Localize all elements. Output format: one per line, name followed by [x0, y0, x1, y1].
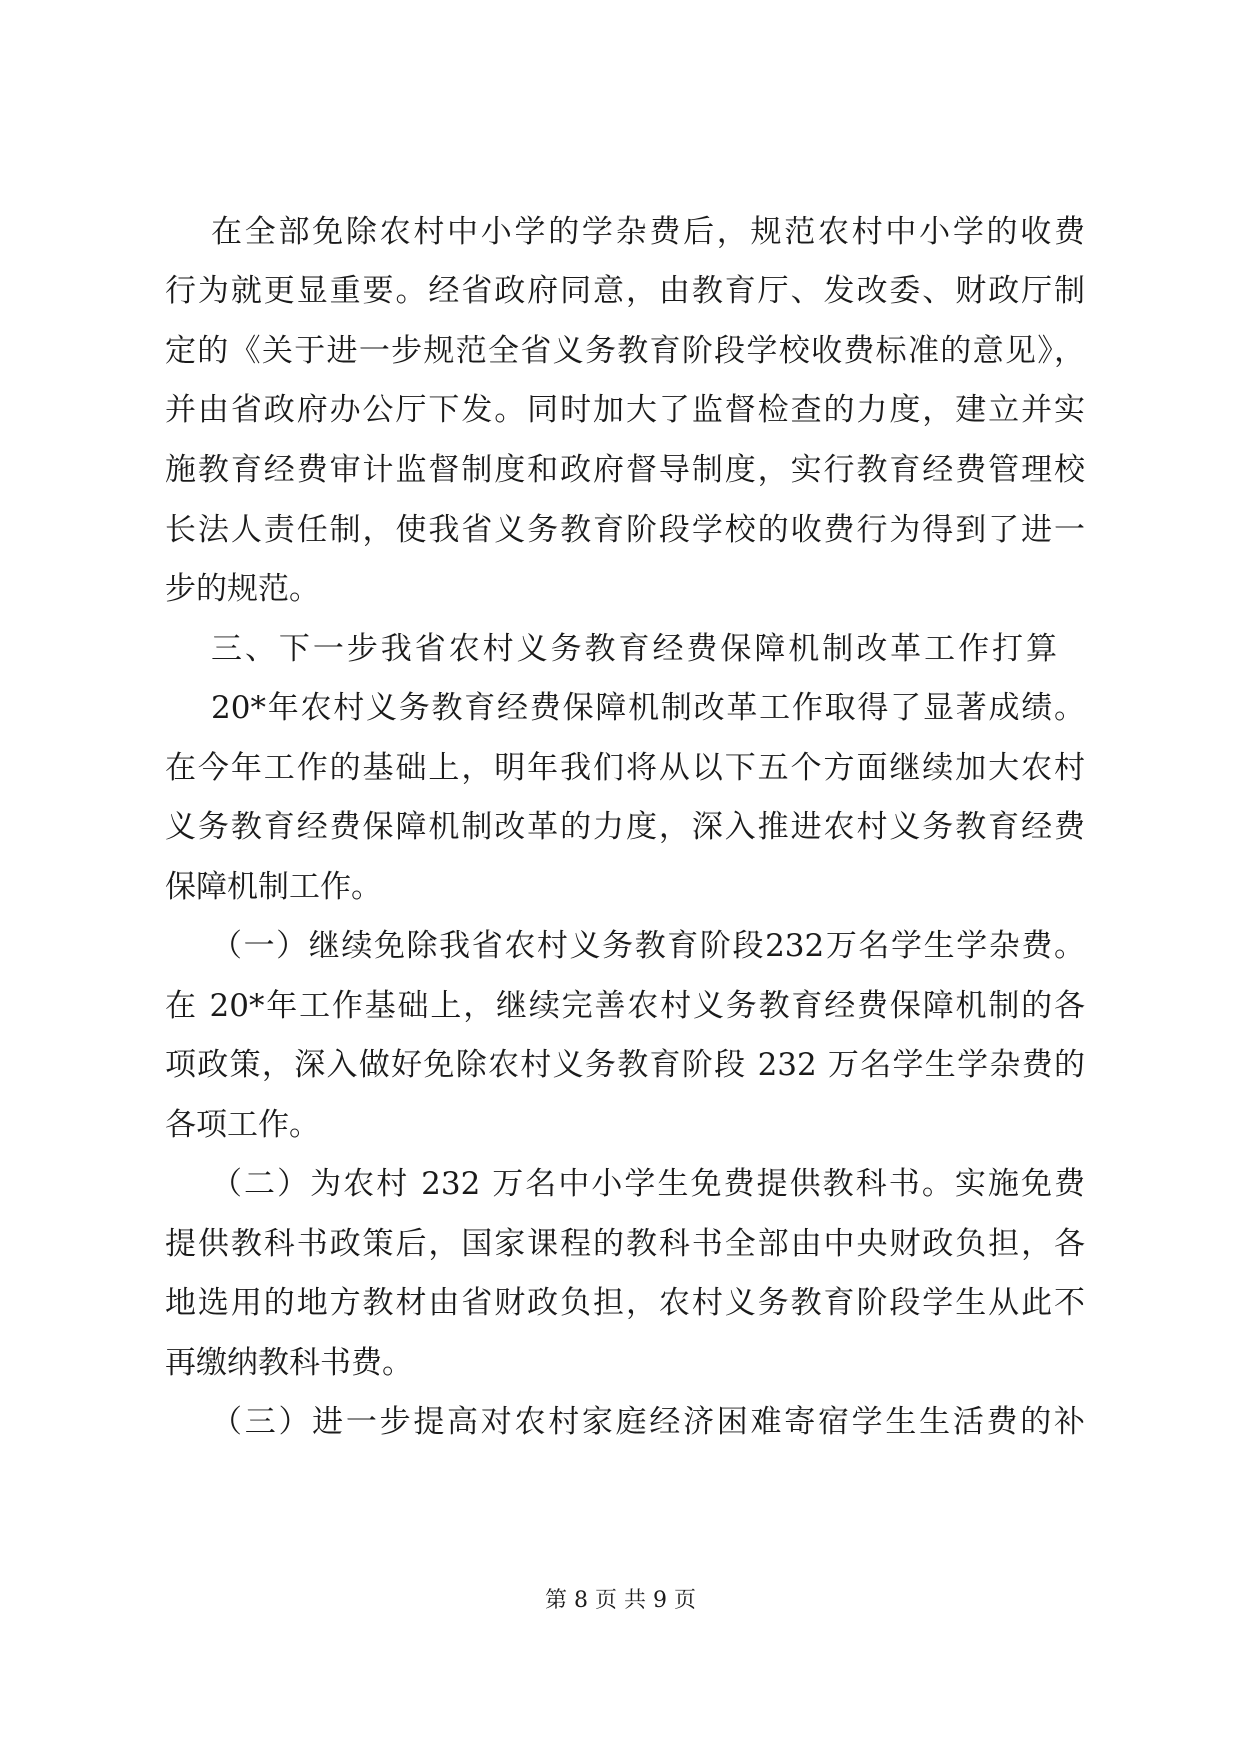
text-line: 定的《关于进一步规范全省义务教育阶段学校收费标准的意见》，	[165, 333, 1085, 369]
text-line: 项政策，深入做好免除农村义务教育阶段 232 万名学生学杂费的	[165, 1047, 1085, 1083]
text-line: 施教育经费审计监督制度和政府督导制度，实行教育经费管理校	[165, 452, 1085, 488]
text-line: 在全部免除农村中小学的学杂费后，规范农村中小学的收费	[211, 214, 1085, 250]
text-line: 提供教科书政策后，国家课程的教科书全部由中央财政负担，各	[165, 1226, 1085, 1262]
text-line: 在今年工作的基础上，明年我们将从以下五个方面继续加大农村	[165, 750, 1085, 786]
section-heading: 三、下一步我省农村义务教育经费保障机制改革工作打算	[211, 631, 1057, 667]
text-line: 步的规范。	[165, 571, 320, 607]
text-line: 在 20*年工作基础上，继续完善农村义务教育经费保障机制的各	[165, 988, 1085, 1024]
text-line: （三）进一步提高对农村家庭经济困难寄宿学生生活费的补	[211, 1404, 1085, 1440]
text-line: 义务教育经费保障机制改革的力度，深入推进农村义务教育经费	[165, 809, 1085, 845]
text-line: （一）继续免除我省农村义务教育阶段232万名学生学杂费。	[211, 928, 1085, 964]
text-line: （二）为农村 232 万名中小学生免费提供教科书。实施免费	[211, 1166, 1085, 1202]
text-line: 行为就更显重要。经省政府同意，由教育厅、发改委、财政厅制	[165, 273, 1085, 309]
text-line: 20*年农村义务教育经费保障机制改革工作取得了显著成绩。	[211, 690, 1085, 726]
text-line: 并由省政府办公厅下发。同时加大了监督检查的力度，建立并实	[165, 392, 1085, 428]
text-line: 各项工作。	[165, 1107, 320, 1143]
text-line: 地选用的地方教材由省财政负担，农村义务教育阶段学生从此不	[165, 1285, 1085, 1321]
text-line: 保障机制工作。	[165, 869, 382, 905]
page-number-footer: 第 8 页 共 9 页	[545, 1588, 696, 1613]
text-line: 长法人责任制，使我省义务教育阶段学校的收费行为得到了进一	[165, 512, 1085, 548]
text-line: 再缴纳教科书费。	[165, 1345, 413, 1381]
